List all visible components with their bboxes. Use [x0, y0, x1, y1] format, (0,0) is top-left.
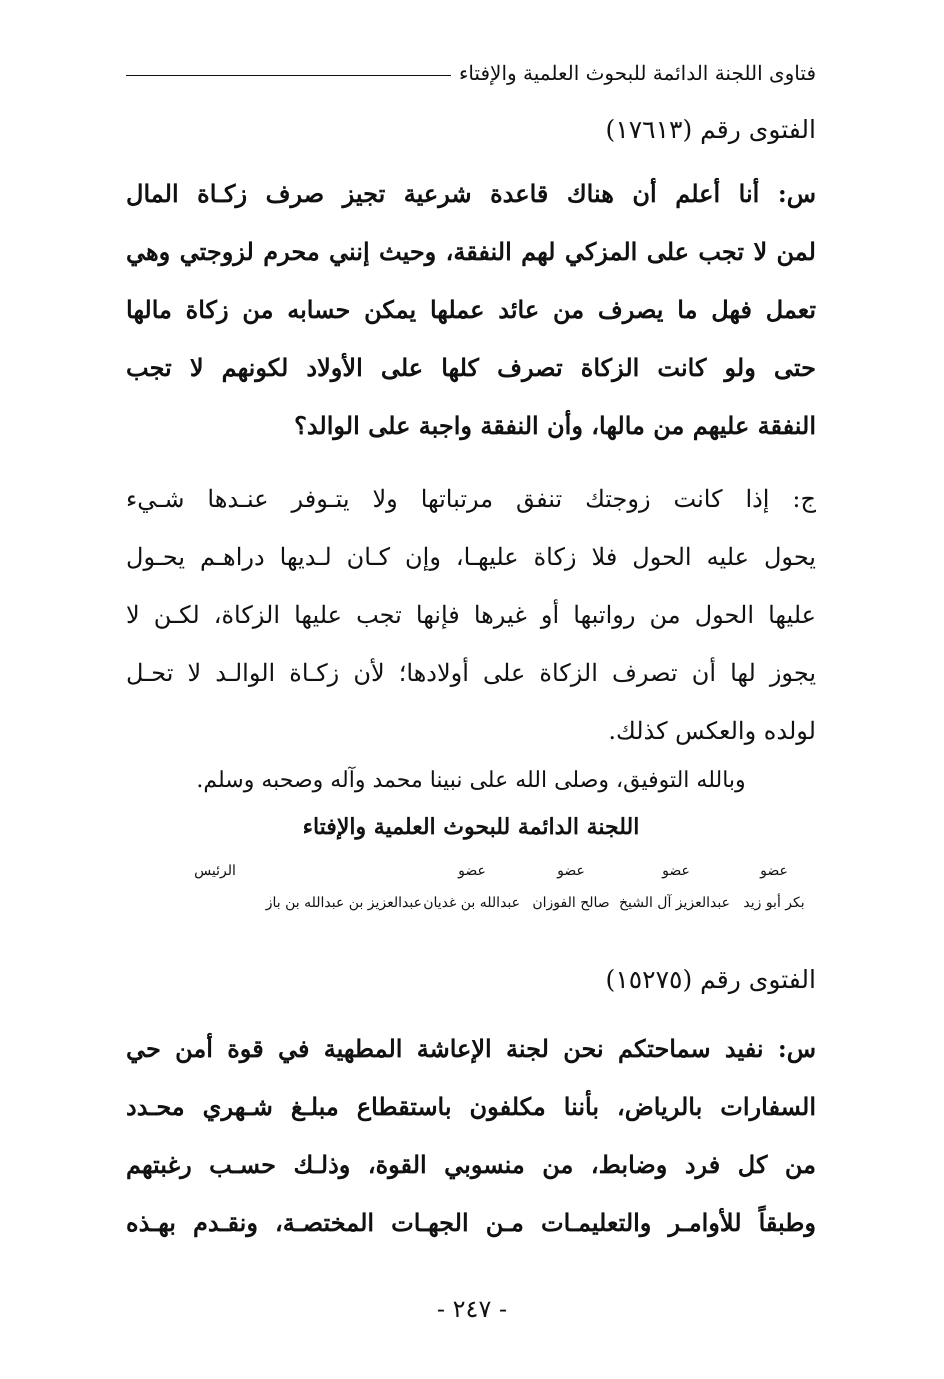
signatures — [126, 856, 816, 926]
question-line: حتى ولو كانت الزكاة تصرف كلها على الأولاد لكونهم لا تجب — [126, 353, 816, 382]
answer-line: يحول عليه الحول فلا زكاة عليهـا، وإن كـان لـديها دراهـم يحـول — [126, 543, 816, 571]
question-line: النفقة عليهم من مالها، وأن النفقة واجبة على الوالد؟ — [294, 411, 816, 440]
signatory-role: عضو — [458, 863, 486, 879]
question-line: س: نفيد سماحتكم نحن لجنة الإعاشة المطهية في قوة أمن حي — [126, 1034, 816, 1063]
page-number: - ٢٤٧ - — [436, 1295, 508, 1323]
signatory — [732, 856, 816, 920]
question-line: س: أنا أعلم أن هناك قاعدة شرعية تجيز صرف زكـاة المال — [126, 179, 816, 208]
answer-line: لولده والعكس كذلك. — [608, 717, 816, 745]
signatory-name: عبدالله بن غديان — [423, 895, 520, 911]
question-line: وطبقاً للأوامـر والتعليمـات مـن الجهـات المختصـة، ونقـدم بهـذه — [126, 1208, 816, 1237]
question-paragraph — [126, 165, 816, 455]
signatory-president — [126, 856, 304, 920]
answer-line: عليها الحول من رواتبها أو غيرها فإنها تجب عليها الزكاة، لكـن لا — [126, 601, 816, 629]
question-line: لمن لا تجب على المزكي لهم النفقة، وحيث إنني محرم لزوجتي وهي — [126, 237, 816, 266]
signatory-role: عضو — [760, 863, 788, 879]
question-line: من كل فرد وضابط، من منسوبي القوة، وذلـك حسـب رغبتهم — [126, 1150, 816, 1179]
answer-paragraph — [126, 470, 816, 760]
signatory-name — [126, 886, 304, 920]
header-title: فتاوى اللجنة الدائمة للبحوث العلمية والإفتاء — [458, 61, 816, 85]
signatory-role — [306, 856, 422, 886]
header-rule — [126, 75, 451, 76]
answer-line: ج: إذا كانت زوجتك تنفق مرتباتها ولا يتـوفر عنـدها شـيء — [126, 485, 816, 513]
signatory — [618, 856, 730, 920]
signatory-name: عبدالعزيز آل الشيخ — [618, 895, 730, 911]
signatory — [522, 856, 620, 920]
signatory-role: عضو — [557, 863, 585, 879]
signatory — [424, 856, 520, 920]
signatory-role: عضو — [662, 863, 690, 879]
committee-name: اللجنة الدائمة للبحوث العلمية والإفتاء — [302, 814, 640, 840]
question-paragraph — [126, 1020, 816, 1252]
answer-line: يجوز لها أن تصرف الزكاة على أولادها؛ لأن زكـاة الوالـد لا تحـل — [126, 659, 816, 687]
signatory — [265, 856, 422, 920]
fatwa-number: الفتوى رقم (١٧٦١٣) — [605, 115, 816, 144]
closing-formula: وبالله التوفيق، وصلى الله على نبينا محمد وآله وصحبه وسلم. — [196, 768, 746, 793]
signatory-name: عبدالعزيز بن عبدالله بن باز — [265, 895, 422, 911]
running-header — [126, 56, 816, 90]
question-line: السفارات بالرياض، بأننا مكلفون باستقطاع مبلـغ شـهري محـدد — [126, 1092, 816, 1121]
fatwa-number: الفتوى رقم (١٥٢٧٥) — [605, 965, 816, 994]
signatory-name: بكر أبو زيد — [743, 895, 805, 911]
signatory-role: الرئيس — [194, 863, 236, 879]
question-line: تعمل فهل ما يصرف من عائد عملها يمكن حسابه من زكاة مالها — [126, 295, 816, 324]
signatory-name: صالح الفوزان — [532, 895, 610, 911]
